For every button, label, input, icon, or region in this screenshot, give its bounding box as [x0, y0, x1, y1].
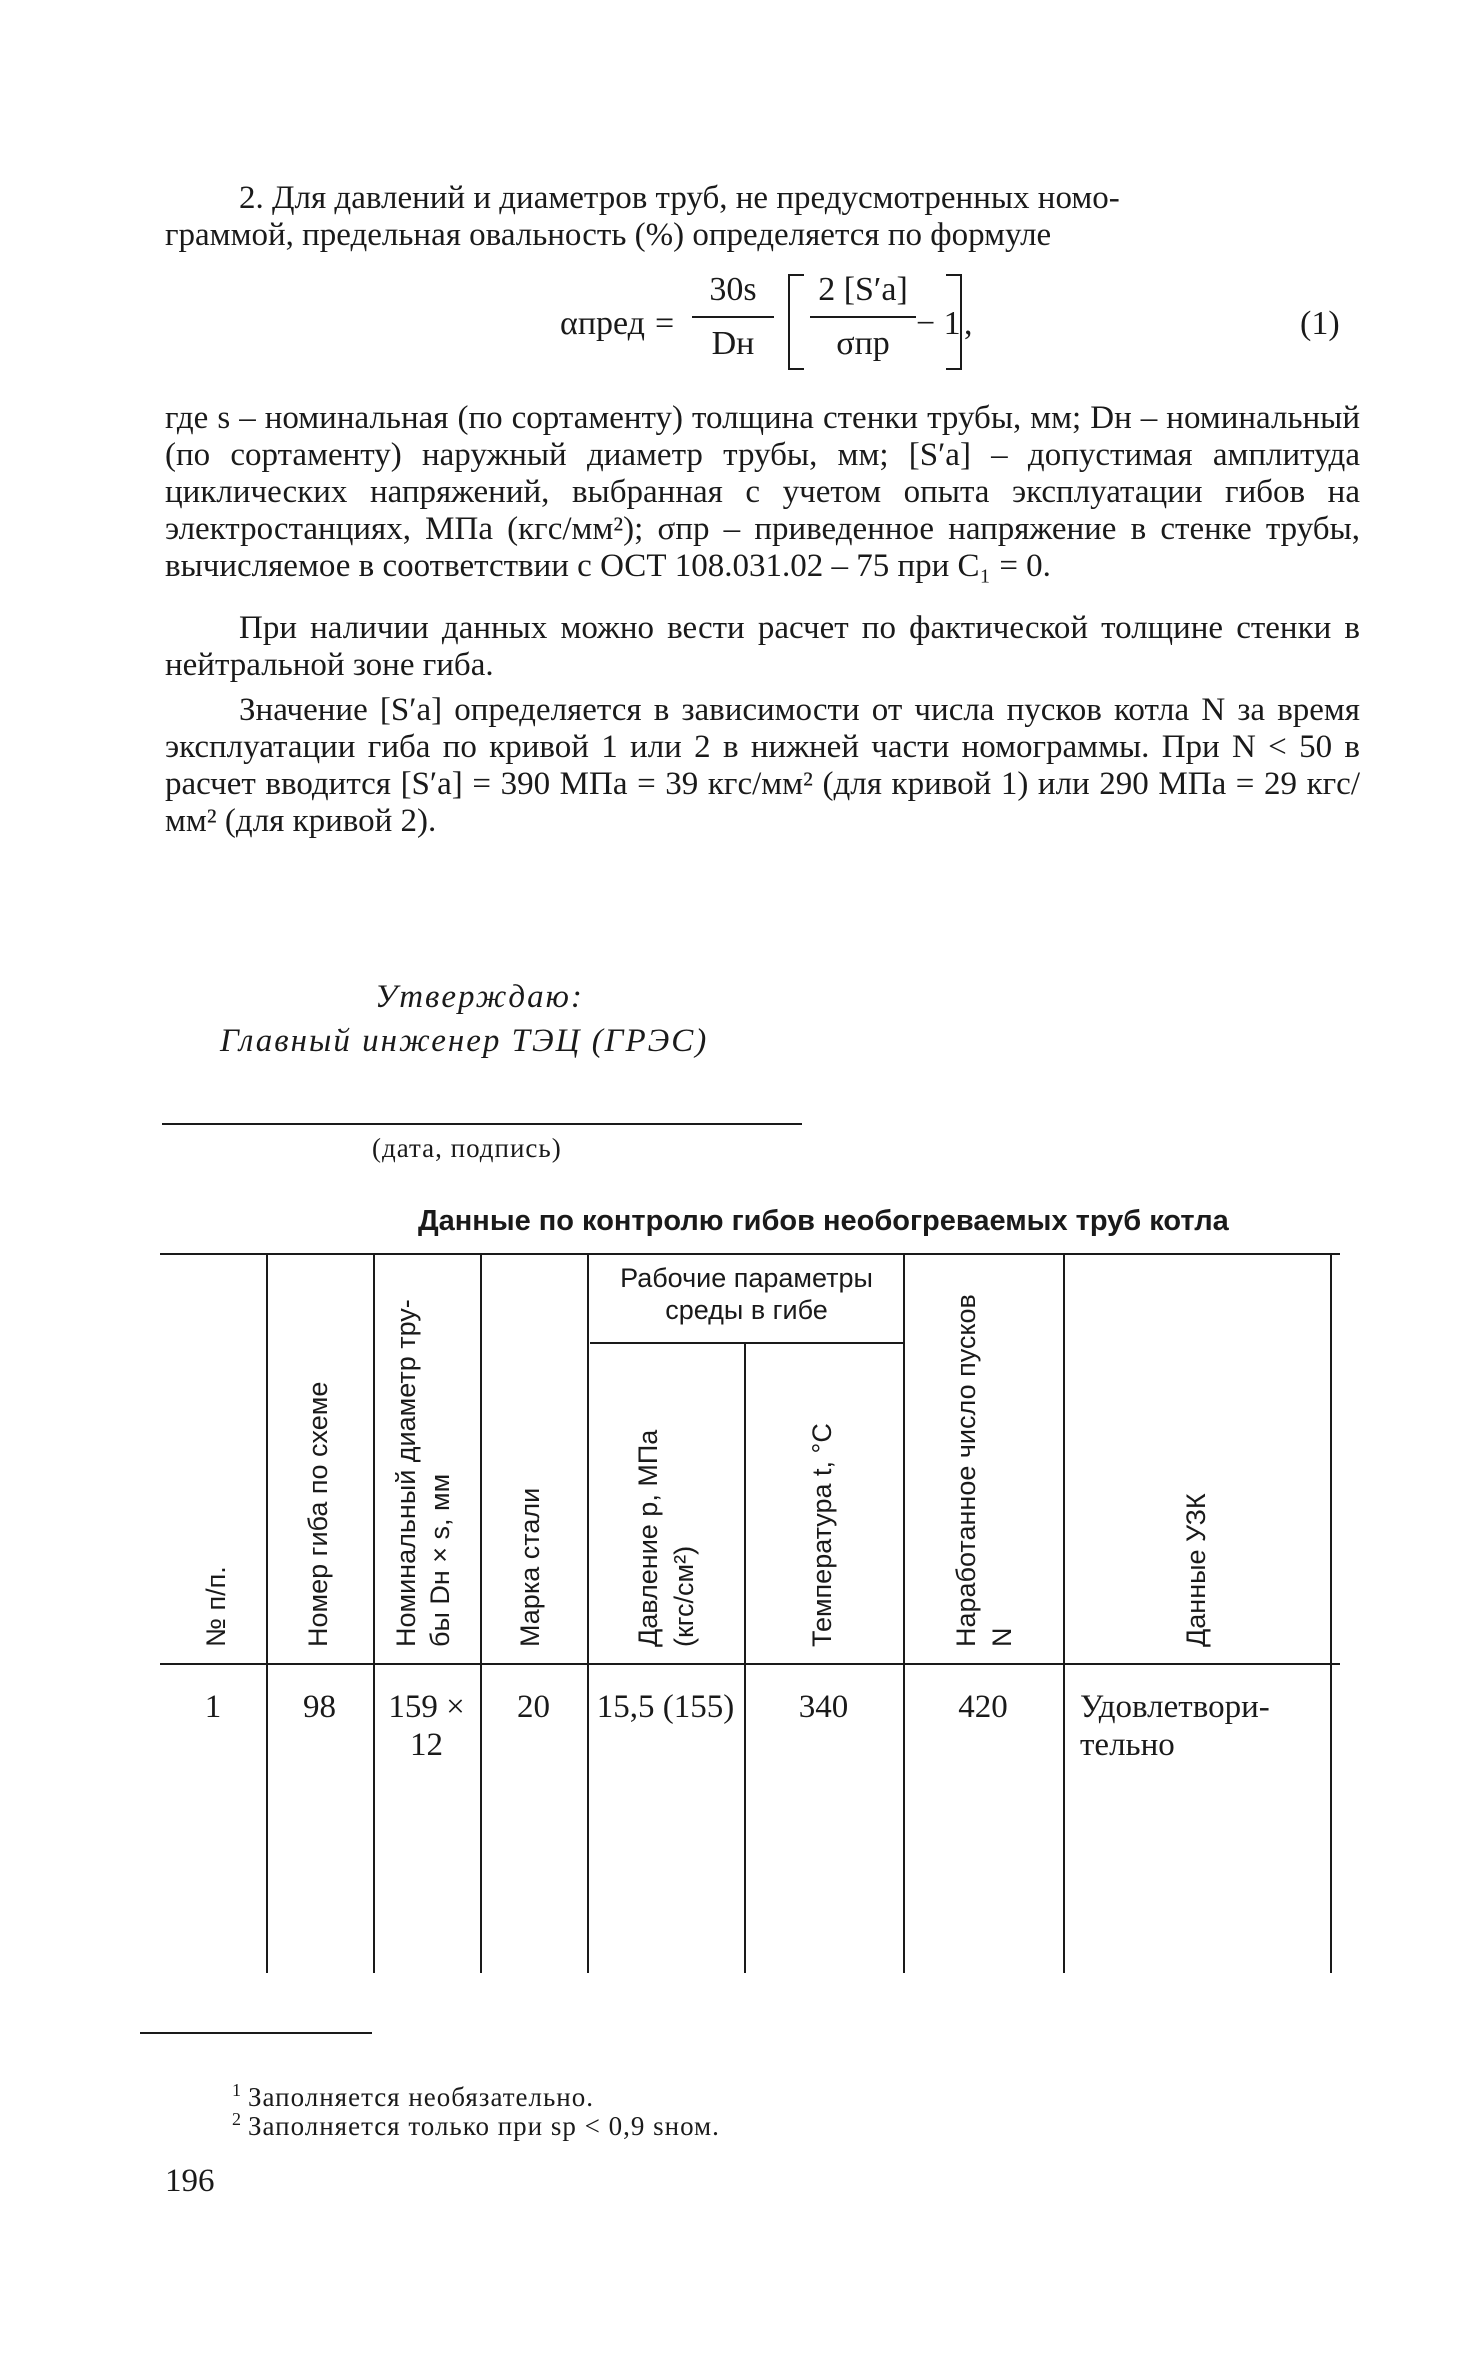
formula-comma: , — [964, 305, 973, 342]
paragraph-intro-line2: граммой, предельная овальность (%) определяется по формуле — [165, 217, 1052, 253]
header-group-line1: Рабочие параметры — [620, 1263, 873, 1293]
paragraph-definitions: где s – номинальная (по сортаменту) толщина стенки трубы, мм; Dн – номинальный (по сортаменту) наружный диаметр трубы, мм; [S′a] – допустимая амплитуда циклических напряжений, выбранная с учетом опыта эксплуатации гибов на электростанциях, МПа (кгс/мм²); σпр – приведенное напряжение в стенке трубы, вычисляемое в соответствии с ОСТ 108.031.02 – 75 при C₁ = 0. — [165, 400, 1360, 584]
formula-numerator-2: 2 [S′a] — [818, 271, 908, 308]
cell-uzk-data — [1080, 1688, 1330, 1764]
header-uzk-data: Данные УЗК — [1181, 1493, 1211, 1647]
page-number: 196 — [165, 2163, 215, 2199]
group-header-divider — [590, 1342, 903, 1344]
header-diameter-line2: бы Dн × s, мм — [425, 1473, 455, 1647]
header-diameter-line1: Номинальный диаметр тру- — [391, 1299, 421, 1647]
column-divider — [266, 1253, 268, 1973]
approval-title: Утверждаю: — [375, 979, 584, 1015]
formula-numerator-1: 30s — [709, 271, 757, 308]
footnote-separator — [140, 2032, 372, 2034]
header-group-line2: среды в гибе — [665, 1295, 828, 1325]
formula-denominator-2: σпр — [836, 325, 890, 362]
paragraph-amplitude-value: Значение [S′a] определяется в зависимости от числа пусков котла N за время эксплуатации гиба по кривой 1 или 2 в нижней части номограммы. При N < 50 в расчет вводится [S′a] = 390 МПа = 39 кгс/мм² (для кривой 1) или 290 МПа = 29 кгс/мм² (для кривой 2). — [165, 692, 1360, 839]
paragraph-intro-line1: 2. Для давлений и диаметров труб, не предусмотренных номо- — [239, 180, 1120, 216]
formula-denominator-1: Dн — [711, 325, 755, 362]
approval-position: Главный инженер ТЭЦ (ГРЭС) — [220, 1023, 709, 1059]
cell-uzk-line1: Удовлетвори- — [1080, 1689, 1270, 1725]
paragraph-actual-thickness: При наличии данных можно вести расчет по фактической толщине стенки в нейтральной зоне гиба. — [165, 610, 1360, 683]
signature-caption: (дата, подпись) — [372, 1133, 562, 1163]
cell-diameter-line1: 159 × — [388, 1689, 465, 1725]
formula-minus-one: − 1 — [916, 305, 961, 342]
header-starts-line2: N — [987, 1627, 1017, 1647]
footnote-2-mark: 2 — [232, 2109, 242, 2129]
cell-diameter — [373, 1688, 480, 1764]
header-temperature: Температура t, °С — [807, 1423, 837, 1647]
cell-steel-grade: 20 — [517, 1689, 550, 1725]
formula-equals: = — [655, 305, 675, 342]
cell-uzk-line2: тельно — [1080, 1727, 1175, 1763]
column-divider — [744, 1342, 746, 1973]
table-title: Данные по контролю гибов необогреваемых труб котла — [418, 1205, 1229, 1237]
cell-diameter-line2: 12 — [410, 1727, 443, 1763]
header-bend-number: Номер гиба по схеме — [303, 1381, 333, 1647]
cell-row-number: 1 — [204, 1689, 222, 1725]
header-pressure-line2: (кгс/см²) — [669, 1545, 699, 1647]
column-divider — [903, 1253, 905, 1973]
cell-pressure: 15,5 (155) — [596, 1689, 735, 1725]
cell-bend-number: 98 — [303, 1689, 336, 1725]
header-group — [590, 1262, 903, 1326]
formula-number: (1) — [1300, 305, 1340, 342]
header-pressure-line1: Давление p, МПа — [633, 1429, 663, 1647]
header-bottom-border — [160, 1663, 1340, 1665]
table-right-border — [1330, 1253, 1332, 1973]
cell-temperature: 340 — [798, 1689, 849, 1725]
table-top-border — [160, 1253, 1340, 1255]
header-row-number: № п/п. — [201, 1566, 231, 1647]
footnote-2 — [232, 2104, 720, 2141]
column-divider — [480, 1253, 482, 1973]
footnote-1-text: Заполняется необязательно. — [248, 2082, 594, 2112]
column-divider — [373, 1253, 375, 1973]
footnote-1-mark: 1 — [232, 2080, 242, 2100]
column-divider — [587, 1253, 589, 1973]
header-starts-line1: Наработанное число пусков — [951, 1294, 981, 1647]
cell-starts: 420 — [958, 1689, 1008, 1725]
column-divider — [1063, 1253, 1065, 1973]
footnote-2-text: Заполняется только при sр < 0,9 sном. — [248, 2111, 720, 2141]
formula-lhs: αпред — [560, 305, 645, 342]
header-steel-grade: Марка стали — [515, 1487, 545, 1647]
